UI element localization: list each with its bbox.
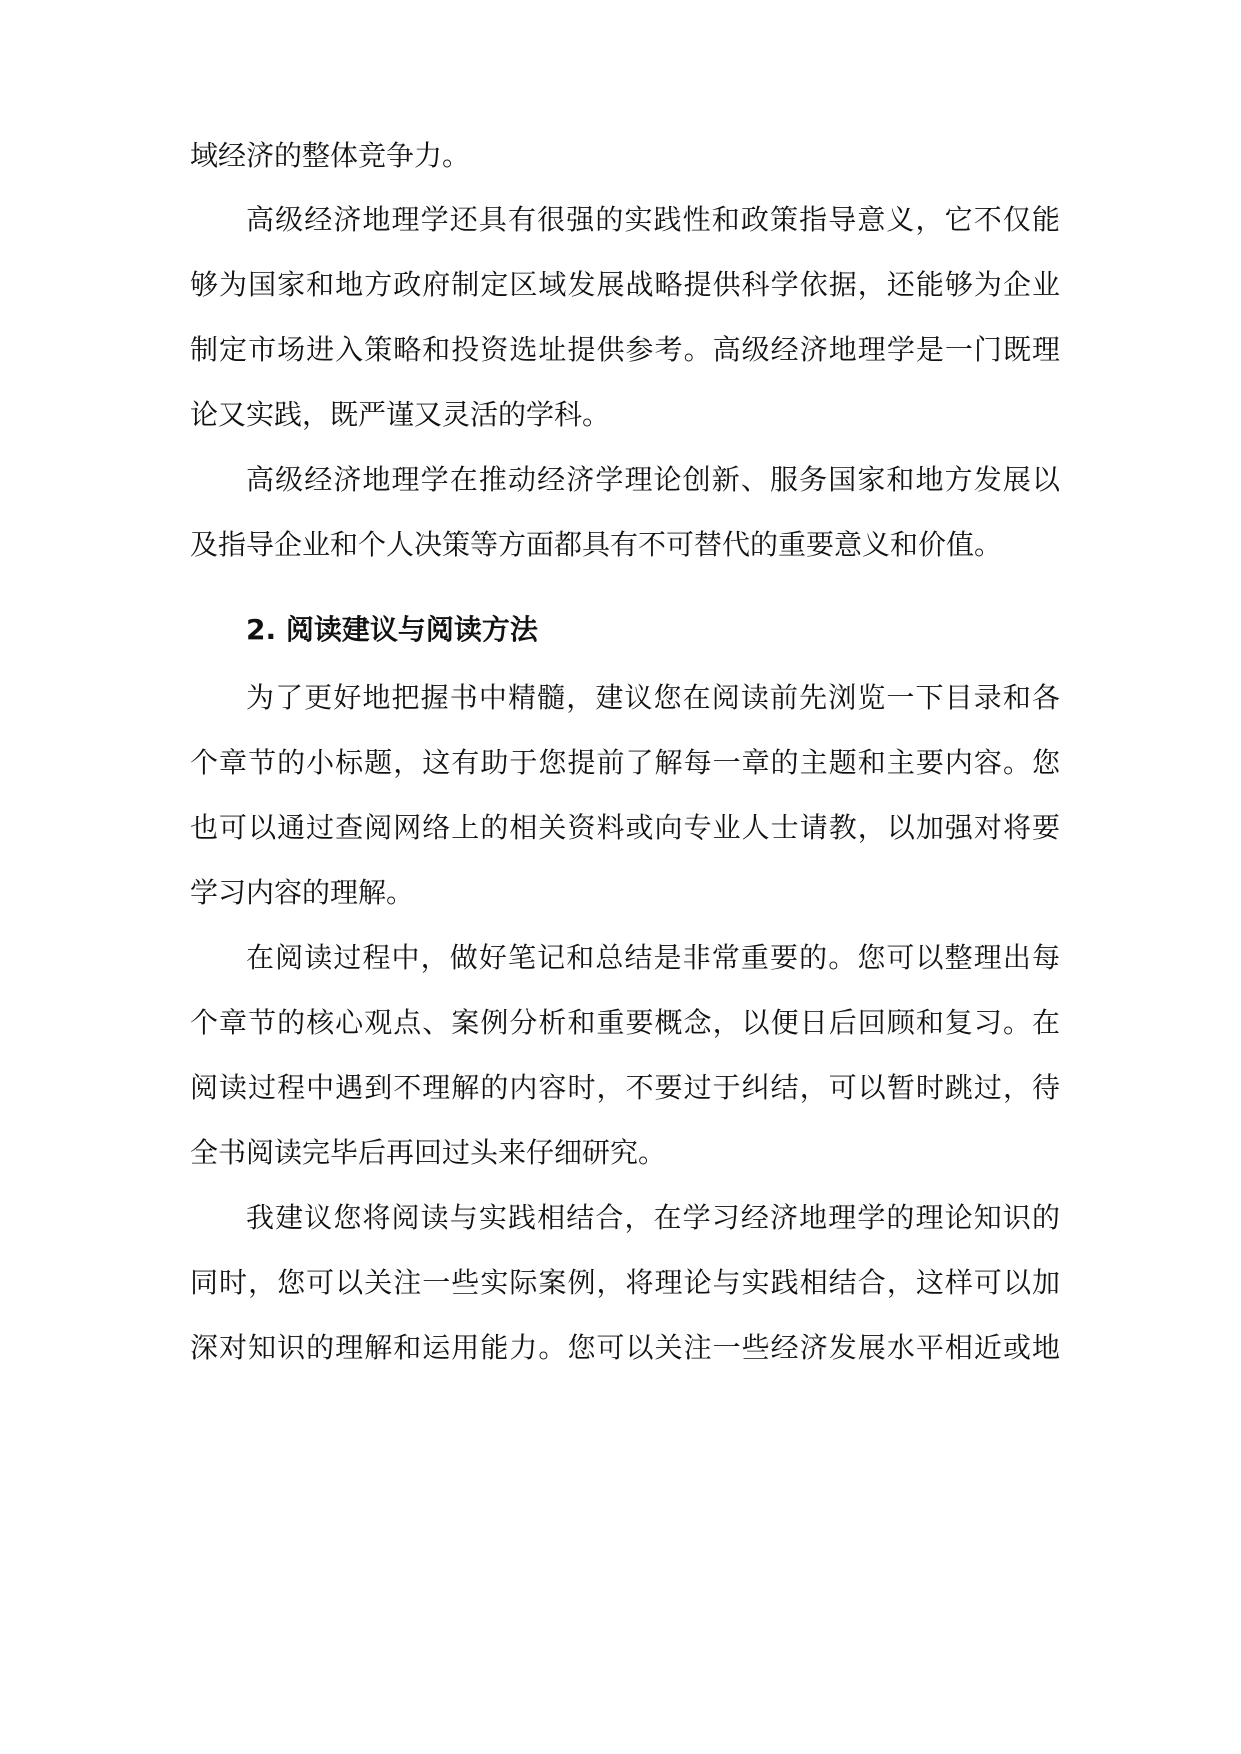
- paragraph-line: 我建议您将阅读与实践相结合，在学习经济地理学的理论知识的: [246, 1201, 1060, 1234]
- paragraph-line: 高级经济地理学在推动经济学理论创新、服务国家和地方发展以: [246, 463, 1060, 496]
- paragraph-line: 高级经济地理学还具有很强的实践性和政策指导意义，它不仅能: [246, 203, 1060, 236]
- paragraph-line: 及指导企业和个人决策等方面都具有不可替代的重要意义和价值。: [190, 528, 1003, 561]
- paragraph-line: 制定市场进入策略和投资选址提供参考。高级经济地理学是一门既理: [190, 333, 1060, 366]
- paragraph-line: 深对知识的理解和运用能力。您可以关注一些经济发展水平相近或地: [190, 1331, 1060, 1364]
- paragraph-line: 全书阅读完毕后再回过头来仔细研究。: [190, 1136, 667, 1169]
- paragraph-line: 够为国家和地方政府制定区域发展战略提供科学依据，还能够为企业: [190, 268, 1060, 301]
- paragraph-line: 阅读过程中遇到不理解的内容时，不要过于纠结，可以暂时跳过，待: [190, 1071, 1060, 1104]
- paragraph-line: 学习内容的理解。: [190, 876, 415, 909]
- paragraph-line: 在阅读过程中，做好笔记和总结是非常重要的。您可以整理出每: [246, 941, 1060, 974]
- paragraph-line: 论又实践，既严谨又灵活的学科。: [190, 398, 611, 431]
- paragraph-line: 同时，您可以关注一些实际案例，将理论与实践相结合，这样可以加: [190, 1266, 1060, 1299]
- paragraph-line: 为了更好地把握书中精髓，建议您在阅读前先浏览一下目录和各: [246, 681, 1060, 714]
- section-heading: 2. 阅读建议与阅读方法: [246, 613, 538, 646]
- paragraph-line: 个章节的小标题，这有助于您提前了解每一章的主题和主要内容。您: [190, 746, 1060, 779]
- paragraph-line: 也可以通过查阅网络上的相关资料或向专业人士请教，以加强对将要: [190, 811, 1060, 844]
- paragraph-line: 域经济的整体竞争力。: [190, 139, 471, 172]
- paragraph-line: 个章节的核心观点、案例分析和重要概念，以便日后回顾和复习。在: [190, 1006, 1060, 1039]
